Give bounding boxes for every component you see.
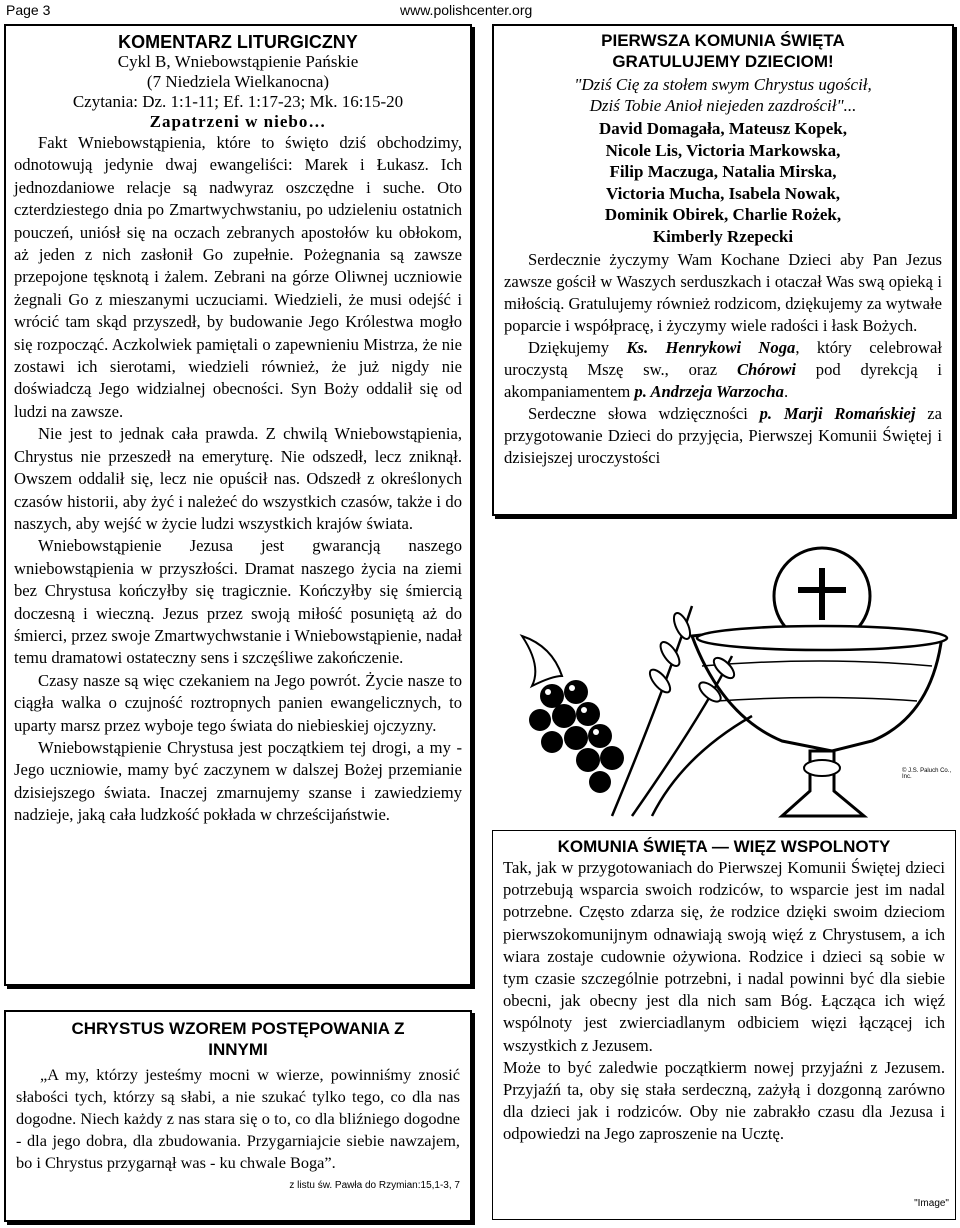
komunia-wishes: Serdecznie życzymy Wam Kochane Dzieci aby Pan Jezus zawsze gościł w Waszych serduszkach i otaczał Was swą opieką i miłością. Gratulujemy również rodzicom, dziękujemy za wytwałe poparcie i współpracę, i życzymy wiele radości i łask Bożych.: [504, 250, 942, 335]
teacher-name: p. Marji Romańskiej: [759, 404, 916, 423]
komentarz-paragraph-2: Nie jest to jednak cała prawda. Z chwilą Wniebowstąpienia, Chrystus nie przeszedł na emeryturę. Nie odszedł, lecz zniknął. Owszem oddalił się, lecz nie opuścił nas. Odszedł z określonych czasów historii, aby żyć i należeć do wszystkich czasów, także i do naszych, aby wejść w życie ludzi wszystkich krajów świata.: [14, 424, 462, 533]
wiez-paragraph-2: Może to być zaledwie początkierm nowej przyjaźni z Jezusem. Przyjaźń ta, oby się stała serdeczną, zażyłą i dozgonną zarówno dla dzieci jak i rodziców. Oby nie zabrakło czasu dla Jezusa i odpowiedzi na Jego zaproszenie na Ucztę.: [503, 1057, 945, 1144]
names-line: Kimberly Rzepecki: [652, 226, 794, 246]
names-line: Dominik Obirek, Charlie Rożek,: [604, 205, 842, 224]
names-line: Nicole Lis, Victoria Markowska,: [605, 140, 841, 160]
names-line: Victoria Mucha, Isabela Nowak,: [605, 183, 841, 203]
chrystus-source: z listu św. Pawła do Rzymian:15,1-3, 7: [289, 1180, 460, 1191]
chrystus-title: CHRYSTUS WZOREM POSTĘPOWANIA Z INNYMI: [71, 1019, 405, 1059]
komentarz-box: [4, 24, 472, 986]
komentarz-readings: Czytania: Dz. 1:1-11; Ef. 1:17-23; Mk. 16:15-20: [72, 92, 404, 111]
komentarz-paragraph-3: Wniebowstąpienie Jezusa jest gwarancją naszego wniebowstąpienia w przyszłości. Dramat naszego życia na ziemi bez Chrystusa kończyłby się tragicznie. Kończyłby się śmiercią doczesną i wieczną. Jezus przez swoją miłość posuniętą aż do śmierci, przez swoje Zmartwychwstanie i Wniebowstąpienie, nadał temu dramatowi ostateczny sens i szczęśliwe zakończenie.: [14, 536, 462, 668]
chrystus-box: [4, 1010, 472, 1222]
komunia-words: Serdeczne słowa wdzięczności p. Marji Romańskiej za przygotowanie Dzieci do przyjęcia, Pierwszej Komunii Świętej i dzisiejszej uroczystości: [504, 404, 942, 467]
page-number: Page 3: [6, 2, 51, 18]
komentarz-cycle: Cykl B, Wniebowstąpienie Pańskie: [117, 52, 359, 71]
komunia-box: [492, 24, 954, 516]
director-name: p. Andrzeja Warzocha: [634, 382, 784, 401]
website-url[interactable]: www.polishcenter.org: [400, 2, 533, 18]
komentarz-paragraph-5: Wniebowstąpienie Chrystusa jest początkiem tej drogi, a my - Jego uczniowie, mamy być zaczynem w dalszej Bożej przemianie dzisiejszego świata. Inaczej zmarnujemy szanse i zawiedziemy nadzieje, jaką cała ludzkość pokłada w chrześcijaństwie.: [14, 737, 462, 825]
komentarz-title: KOMENTARZ LITURGICZNY: [118, 32, 358, 52]
priest-name: Ks. Henrykowi Noga: [626, 338, 796, 357]
names-line: David Domagała, Mateusz Kopek,: [599, 119, 847, 138]
choir-name: Chórowi: [736, 360, 796, 379]
chalice-illustration: [492, 516, 960, 826]
page-header: [0, 0, 960, 22]
komunia-subtitle: GRATULUJEMY DZIECIOM!: [612, 52, 834, 71]
wiez-paragraph-1: Tak, jak w przygotowaniach do Pierwszej Komunii Świętej dzieci potrzebują wsparcia swoich rodziców, to wsparcie jest im nadal potrzebne. Często zdarza się, że rodzice dzięki swoim dzieciom pierwszokomunijnym odnawiają swoją więź z Chrystusem, a ich wiara zostaje cudownie ożywiona. Rodzice i dzieci są sobie w tym czasie szczególnie potrzebni, i nadal powinni być dla siebie obecni, jak obecny jest dla nich sam Bóg. Łącząca ich więź wspólnoty jest zwierciadlanym odbiciem więzi łączącej ich wszystkich z Jezusem.: [503, 858, 945, 1055]
komentarz-subtitle: Zapatrzeni w niebo…: [149, 112, 327, 131]
komunia-thanks: Dziękujemy Ks. Henrykowi Noga, który celebrował uroczystą Mszę sw., oraz Chórowi pod dyrekcją i akompaniamentem p. Andrzeja Warzocha.: [504, 338, 942, 401]
children-names-list: [504, 118, 942, 247]
names-line: Filip Maczuga, Natalia Mirska,: [609, 162, 837, 181]
wiez-box: [492, 830, 956, 1220]
komunia-quote-line-2: Dziś Tobie Anioł niejeden zazdrościł"...: [589, 96, 857, 115]
chalice-icon: [492, 516, 960, 826]
wiez-title: KOMUNIA ŚWIĘTA — WIĘZ WSPOLNOTY: [557, 837, 891, 856]
image-label: "Image": [914, 1198, 949, 1209]
image-copyright: © J.S. Paluch Co., Inc.: [902, 768, 952, 780]
komunia-quote-line-1: "Dziś Cię za stołem swym Chrystus ugościł,: [574, 75, 872, 94]
chrystus-quote: „A my, którzy jesteśmy mocni w wierze, powinniśmy znosić słabości tych, którzy są słabi, a nie szukać tylko tego, co dla nas dogodne. Niech każdy z nas stara się o to, co dla bliźniego dogodne - dla jego dobra, dla zbudowania. Przygarniajcie siebie nawzajem, bo i Chrystus przygarnął was - ku chwale Boga”.: [16, 1065, 460, 1172]
komentarz-sunday: (7 Niedziela Wielkanocna): [146, 72, 330, 91]
komentarz-paragraph-1: Fakt Wniebowstąpienia, które to święto dziś obchodzimy, odnotowują jedynie dwaj ewangeliści: Marek i Łukasz. Ich jednozdaniowe relacje są nadwyraz oszczędne i suche. Oto czterdziestego dnia po Zmartwychwstaniu, po udzieleniu ostatnich pouczeń, uniósł się na oczach zebranych apostołów ku obłokom, aż jeden z nich zasłonił Go zupełnie. Pożegnania są zawsze przepojone tęsknotą i żalem. Zebrani na górze Oliwnej uczniowie żegnali Go z mieszanymi uczuciami. Wiedzieli, że musi odejść i wrócić tam skąd przyszedł, by budowanie Jego Królestwa mogło się rozpocząć. Aczkolwiek pamiętali o zapewnieniu Mistrza, że nie zostawi ich sierotami, wiedzieli również, że już nigdy nie doświadczą Jego widzialnej obecności. Syn Boży oddalił się od ludzi na zawsze.: [14, 133, 462, 421]
komentarz-paragraph-4: Czasy nasze są więc czekaniem na Jego powrót. Życie nasze to ciągła walka o czujność roztropnych panien ewangelicznych, to uparty marsz przez wyboje tego świata do niebieskiej ojczyzny.: [14, 670, 462, 735]
komunia-title: PIERWSZA KOMUNIA ŚWIĘTA: [601, 31, 845, 50]
